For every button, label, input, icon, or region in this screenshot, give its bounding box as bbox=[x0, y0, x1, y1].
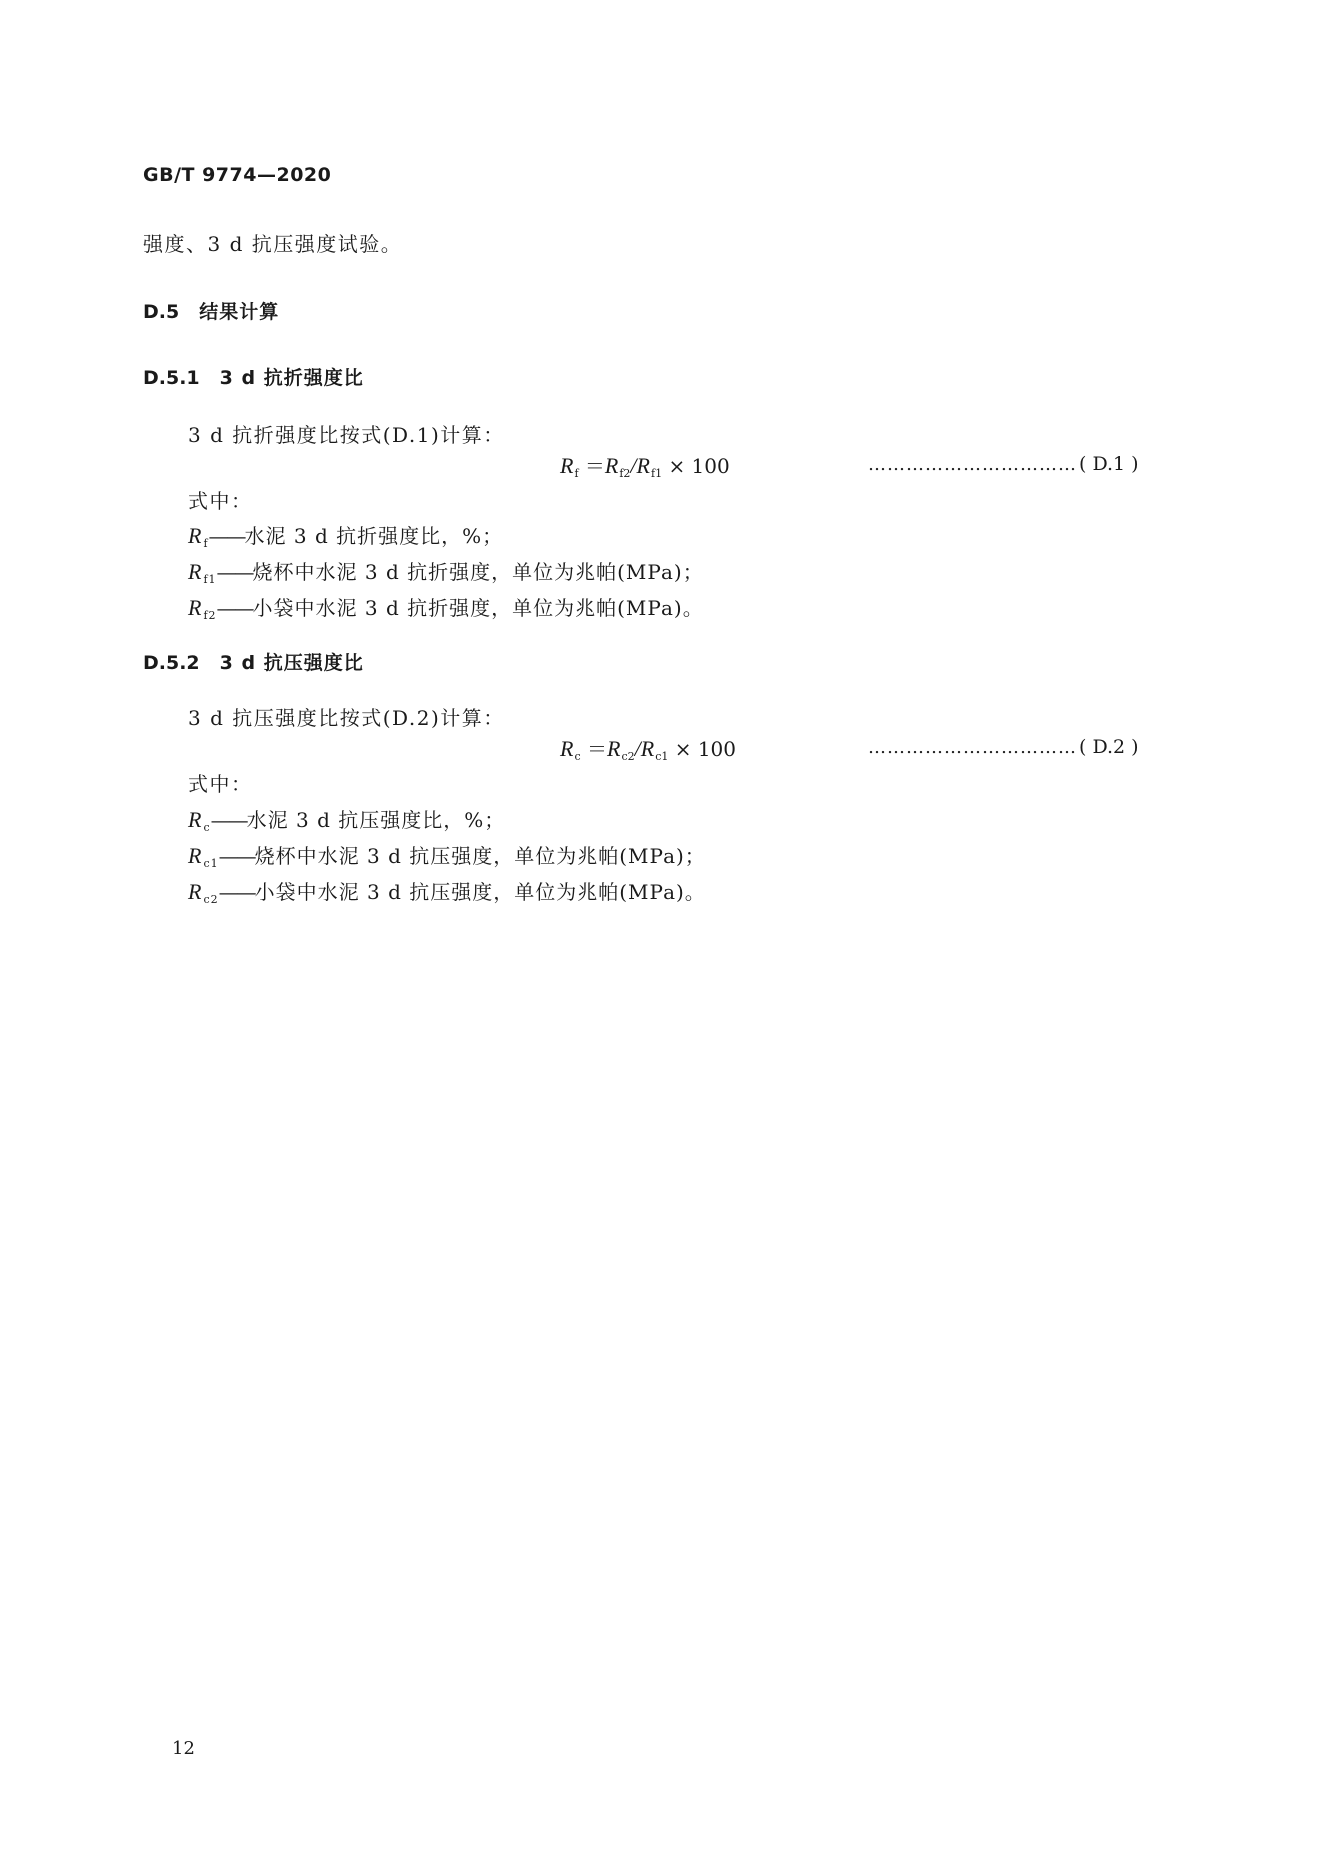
equation-number-d1 bbox=[868, 453, 1139, 475]
eq-equals: ＝ bbox=[584, 454, 605, 478]
page-number: 12 bbox=[172, 1738, 195, 1759]
def-dash: —— bbox=[208, 524, 245, 548]
section-heading bbox=[143, 297, 279, 324]
definition-row bbox=[188, 592, 704, 621]
subsection-title: 3 d 抗折强度比 bbox=[219, 367, 364, 389]
document-header: GB/T 9774—2020 bbox=[143, 164, 332, 186]
eq-r1-sub: f2 bbox=[619, 467, 631, 480]
eq-r1: R bbox=[604, 453, 619, 478]
def-dash: —— bbox=[216, 560, 253, 584]
eq-equals: ＝ bbox=[586, 737, 607, 761]
definition-row bbox=[188, 520, 503, 549]
subsection-title: 3 d 抗压强度比 bbox=[219, 652, 364, 674]
subsection-heading-d51 bbox=[143, 363, 364, 390]
def-text: 水泥 3 d 抗折强度比，%； bbox=[244, 524, 504, 548]
eq-number: ( D.1 ) bbox=[1079, 453, 1139, 475]
def-subscript: c1 bbox=[203, 857, 219, 870]
equation-d2 bbox=[560, 733, 736, 762]
eq-slash: / bbox=[634, 736, 641, 761]
def-dash: —— bbox=[218, 880, 255, 904]
where-label-d1: 式中： bbox=[188, 489, 253, 513]
def-dash: —— bbox=[218, 844, 255, 868]
def-symbol: R bbox=[188, 807, 203, 832]
def-dash: —— bbox=[216, 596, 253, 620]
eq-lhs: R bbox=[560, 736, 574, 761]
equation-number-d2 bbox=[868, 736, 1139, 758]
eq-times: × 100 bbox=[668, 454, 730, 478]
continuation-text: 强度、3 d 抗压强度试验。 bbox=[143, 232, 403, 256]
eq-lhs-sub: f bbox=[574, 467, 579, 480]
def-symbol: R bbox=[188, 879, 203, 904]
subsection-number: D.5.1 bbox=[143, 367, 200, 389]
definition-row bbox=[188, 840, 706, 869]
where-label-d2: 式中： bbox=[188, 772, 253, 796]
eq-lhs-sub: c bbox=[574, 750, 581, 763]
def-text: 小袋中水泥 3 d 抗折强度，单位为兆帕(MPa)。 bbox=[252, 596, 704, 620]
eq-r2: R bbox=[640, 736, 655, 761]
eq-times: × 100 bbox=[674, 737, 737, 761]
eq-r2: R bbox=[636, 453, 650, 478]
subsection-heading-d52 bbox=[143, 648, 364, 675]
eq-r2-sub: f1 bbox=[651, 467, 663, 480]
equation-intro-d1: 3 d 抗折强度比按式(D.1)计算： bbox=[188, 423, 505, 447]
leader-dots: …………………………… bbox=[868, 454, 1077, 475]
def-symbol: R bbox=[188, 523, 203, 548]
def-text: 烧杯中水泥 3 d 抗折强度，单位为兆帕(MPa)； bbox=[252, 560, 704, 584]
def-text: 烧杯中水泥 3 d 抗压强度，单位为兆帕(MPa)； bbox=[254, 844, 706, 868]
eq-r1: R bbox=[606, 736, 621, 761]
definition-row bbox=[188, 876, 706, 905]
def-symbol: R bbox=[188, 843, 203, 868]
equation-d1 bbox=[560, 450, 730, 479]
def-subscript: f2 bbox=[203, 609, 217, 622]
eq-r2-sub: c1 bbox=[655, 750, 669, 763]
eq-slash: / bbox=[630, 453, 637, 478]
def-text: 小袋中水泥 3 d 抗压强度，单位为兆帕(MPa)。 bbox=[254, 880, 706, 904]
eq-r1-sub: c2 bbox=[621, 750, 635, 763]
leader-dots: …………………………… bbox=[868, 737, 1077, 758]
def-symbol: R bbox=[188, 595, 203, 620]
eq-lhs: R bbox=[560, 453, 574, 478]
subsection-number: D.5.2 bbox=[143, 652, 200, 674]
definition-row bbox=[188, 556, 704, 585]
def-subscript: c2 bbox=[203, 893, 219, 906]
eq-number: ( D.2 ) bbox=[1079, 736, 1139, 758]
definition-row bbox=[188, 804, 505, 833]
def-symbol: R bbox=[188, 559, 203, 584]
def-subscript: f bbox=[203, 537, 209, 550]
def-subscript: c bbox=[203, 821, 211, 834]
section-title: 结果计算 bbox=[199, 301, 280, 323]
def-text: 水泥 3 d 抗压强度比，%； bbox=[246, 808, 506, 832]
def-dash: —— bbox=[210, 808, 247, 832]
equation-intro-d2: 3 d 抗压强度比按式(D.2)计算： bbox=[188, 706, 505, 730]
section-number: D.5 bbox=[143, 301, 180, 323]
def-subscript: f1 bbox=[203, 573, 217, 586]
